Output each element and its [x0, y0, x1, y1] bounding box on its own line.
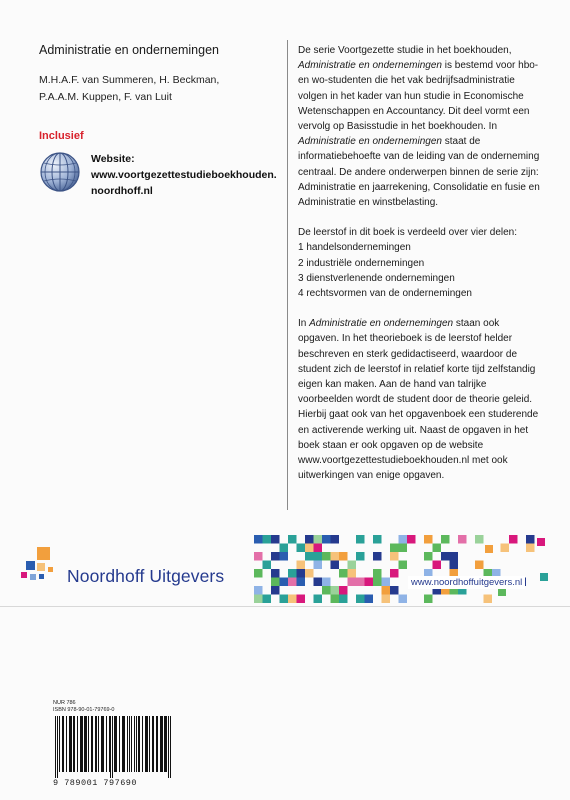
- blurb-text: In: [298, 318, 310, 330]
- mosaic-tile: [475, 561, 484, 570]
- mosaic-tile: [271, 535, 280, 544]
- blurb-text: De serie Voortgezette studie in het boekhouden,: [298, 45, 512, 56]
- brand-mosaic-pattern: [254, 533, 554, 608]
- barcode-bar: [131, 716, 132, 772]
- mosaic-tile: [254, 569, 263, 578]
- mosaic-tile: [339, 595, 348, 604]
- mosaic-tile: [373, 569, 382, 578]
- barcode-bar: [66, 716, 67, 772]
- barcode-bar: [69, 716, 72, 772]
- mosaic-tile: [314, 552, 323, 561]
- mosaic-tile: [399, 561, 408, 570]
- mosaic-tile: [339, 586, 348, 595]
- barcode-bar: [168, 716, 169, 778]
- mosaic-tile: [331, 586, 340, 595]
- book-title: Administratie en ondernemingen: [39, 43, 219, 57]
- mosaic-tile: [331, 552, 340, 561]
- mosaic-tile: [399, 544, 408, 553]
- mosaic-tile: [288, 578, 297, 587]
- isbn-code: ISBN 978-90-01-79769-0: [53, 707, 115, 713]
- barcode-bar: [73, 716, 75, 772]
- website-url-line-2[interactable]: noordhoff.nl: [91, 185, 153, 197]
- mosaic-tile: [280, 578, 289, 587]
- blurb-text: staan ook opgaven. In het theorieboek is de leerstof helder beschreven en sterk gedidactiseerd, waardoor de student zich de leerstof in relatief korte tijd zelfstandig eigen kan maken. Aan de hand van talrijke voorbeelden wordt de student door de theorie geleid. Hierbij gaat ook van het opgavenboek een studerende en activerende werking uit. Naast de opgaven in het boek staan er ook opgaven op de website www.voortgezettestudieboekhouden.nl met ook uitwerkingen van enige opgaven.: [298, 318, 539, 482]
- mosaic-tile: [314, 544, 323, 553]
- barcode-bar: [134, 716, 135, 772]
- blurb-text: staat de informatiebehoefte van de leiding van de onderneming centraal. De andere onderwerpen binnen de serie zijn: Administratie en jaarrekening, Consolidatie en fusie en Administratie en winstbelasting.: [298, 136, 540, 209]
- mosaic-tile: [509, 535, 518, 544]
- mosaic-tile: [339, 552, 348, 561]
- mosaic-tile: [485, 545, 493, 553]
- barcode-bar: [122, 716, 125, 772]
- barcode-digits: 9 789001 797690: [53, 778, 138, 788]
- noordhoff-logo-icon: [21, 547, 61, 587]
- mosaic-tile: [331, 561, 340, 570]
- mosaic-tile: [348, 578, 357, 587]
- mosaic-tile: [537, 538, 545, 546]
- barcode-bar: [156, 716, 158, 772]
- mosaic-tile: [356, 535, 365, 544]
- mosaic-tile: [263, 561, 272, 570]
- mosaic-tile: [280, 544, 289, 553]
- mosaic-tile: [271, 569, 280, 578]
- nur-code: NUR 786: [53, 700, 76, 706]
- barcode-bar: [77, 716, 78, 772]
- mosaic-tile: [271, 586, 280, 595]
- barcode-bar: [84, 716, 87, 772]
- mosaic-tile: [433, 544, 442, 553]
- mosaic-tile: [441, 552, 450, 561]
- blurb-book-title: Administratie en ondernemingen: [309, 318, 454, 330]
- mosaic-tile: [526, 544, 535, 553]
- parts-list-item: 4 rechtsvormen van de ondernemingen: [298, 288, 472, 300]
- barcode-bar: [80, 716, 83, 772]
- mosaic-tile: [441, 535, 450, 544]
- band-divider: [0, 606, 570, 607]
- mosaic-tile: [424, 552, 433, 561]
- mosaic-tile: [331, 595, 340, 604]
- mosaic-tile: [280, 595, 289, 604]
- authors-line-2: P.A.A.M. Kuppen, F. van Luit: [39, 91, 172, 103]
- blurb-paragraph-2: [298, 225, 543, 301]
- mosaic-tile: [382, 595, 391, 604]
- mosaic-tile: [390, 569, 399, 578]
- barcode-bar: [114, 716, 117, 772]
- mosaic-tile: [322, 578, 331, 587]
- website-label: Website:: [91, 153, 135, 165]
- blurb-paragraph-1: [298, 43, 543, 210]
- column-divider: [287, 40, 288, 510]
- mosaic-tile: [450, 561, 459, 570]
- publisher-name: Noordhoff Uitgevers: [67, 566, 225, 586]
- website-url-line-1[interactable]: www.voortgezettestudieboekhouden.: [91, 169, 277, 181]
- mosaic-tile: [540, 573, 548, 581]
- mosaic-tile: [348, 561, 357, 570]
- mosaic-tile: [390, 552, 399, 561]
- mosaic-tile: [314, 578, 323, 587]
- mosaic-tile: [305, 552, 314, 561]
- barcode-bar: [145, 716, 148, 772]
- mosaic-tile: [271, 552, 280, 561]
- barcode-bar: [160, 716, 163, 772]
- mosaic-tile: [407, 535, 416, 544]
- mosaic-tile: [322, 552, 331, 561]
- barcode-bar: [119, 716, 120, 772]
- mosaic-tile: [373, 535, 382, 544]
- barcode-icon: [53, 716, 173, 778]
- mosaic-tile: [288, 569, 297, 578]
- barcode-bar: [55, 716, 56, 778]
- mosaic-tile: [314, 595, 323, 604]
- authors-line-1: M.H.A.F. van Summeren, H. Beckman,: [39, 74, 220, 86]
- barcode-bar: [110, 716, 111, 778]
- mosaic-tile: [526, 535, 535, 544]
- blurb-book-title: Administratie en ondernemingen: [298, 136, 442, 148]
- mosaic-tile: [254, 586, 263, 595]
- mosaic-tile: [365, 578, 374, 587]
- mosaic-tile: [382, 578, 391, 587]
- barcode-bar: [142, 716, 143, 772]
- mosaic-tile: [297, 569, 306, 578]
- publisher-url[interactable]: www.noordhoffuitgevers.nl: [408, 576, 525, 589]
- barcode-bar: [164, 716, 167, 772]
- mosaic-tile: [373, 552, 382, 561]
- mosaic-tile: [263, 535, 272, 544]
- barcode-block: [53, 700, 175, 790]
- blurb-paragraph-3: [298, 316, 543, 483]
- parts-list-item: 2 industriële ondernemingen: [298, 257, 425, 269]
- barcode-bar: [57, 716, 58, 778]
- mosaic-tile: [475, 535, 484, 544]
- blurb-column: [298, 43, 543, 498]
- blurb-book-title: Administratie en ondernemingen: [298, 60, 442, 72]
- mosaic-tile: [390, 544, 399, 553]
- mosaic-tile: [382, 586, 391, 595]
- barcode-bar: [88, 716, 89, 772]
- barcode-bar: [136, 716, 137, 772]
- mosaic-tile: [297, 578, 306, 587]
- barcode-bar: [91, 716, 93, 772]
- mosaic-tile: [458, 535, 467, 544]
- mosaic-tile: [314, 535, 323, 544]
- barcode-bar: [59, 716, 60, 772]
- barcode-bar: [95, 716, 97, 772]
- mosaic-tile: [348, 569, 357, 578]
- mosaic-tile: [399, 535, 408, 544]
- mosaic-tile: [297, 595, 306, 604]
- mosaic-tile: [271, 578, 280, 587]
- left-column: [39, 40, 279, 199]
- mosaic-tile: [297, 561, 306, 570]
- parts-intro: De leerstof in dit boek is verdeeld over vier delen:: [298, 227, 518, 239]
- mosaic-tile: [373, 578, 382, 587]
- mosaic-tile: [433, 561, 442, 570]
- parts-list-item: 3 dienstverlenende ondernemingen: [298, 272, 455, 284]
- barcode-bar: [170, 716, 171, 778]
- barcode-bar: [152, 716, 154, 772]
- barcode-bar: [127, 716, 128, 772]
- mosaic-tile: [424, 535, 433, 544]
- mosaic-tile: [322, 586, 331, 595]
- barcode-bar: [101, 716, 104, 772]
- mosaic-tile: [322, 535, 331, 544]
- barcode-bar: [62, 716, 64, 772]
- barcode-bar: [149, 716, 150, 772]
- mosaic-tile: [365, 595, 374, 604]
- website-text: [91, 151, 277, 199]
- mosaic-tile: [263, 595, 272, 604]
- mosaic-tile: [450, 552, 459, 561]
- barcode-bar: [106, 716, 107, 772]
- mosaic-tile: [288, 595, 297, 604]
- barcode-bar: [138, 716, 140, 772]
- mosaic-tile: [498, 588, 506, 596]
- mosaic-tile: [356, 578, 365, 587]
- blurb-text: is bestemd voor hbo- en wo-studenten die het vak bedrijfsadministratie volgen in het kader van hun studie in Economische Wetenschappen en Accountancy. Dit deel vormt een vervolg op Basisstudie in het boekhouden. In: [298, 60, 539, 133]
- mosaic-tile: [390, 586, 399, 595]
- mosaic-tile: [297, 544, 306, 553]
- website-info: [39, 151, 279, 199]
- mosaic-tile: [305, 569, 314, 578]
- mosaic-tile: [399, 595, 408, 604]
- authors: [39, 72, 279, 106]
- mosaic-tile: [339, 569, 348, 578]
- barcode-bar: [98, 716, 99, 772]
- mosaic-tile: [305, 535, 314, 544]
- mosaic-tile: [331, 535, 340, 544]
- mosaic-tile: [254, 535, 263, 544]
- mosaic-tile: [356, 595, 365, 604]
- globe-icon: [39, 151, 81, 193]
- mosaic-tile: [254, 552, 263, 561]
- mosaic-tile: [356, 552, 365, 561]
- inclusief-label: Inclusief: [39, 130, 84, 142]
- mosaic-tile: [288, 535, 297, 544]
- mosaic-tile: [305, 544, 314, 553]
- mosaic-tile: [254, 595, 263, 604]
- mosaic-tile: [424, 595, 433, 604]
- barcode-bar: [129, 716, 130, 772]
- mosaic-tile: [314, 561, 323, 570]
- parts-list: [298, 240, 543, 301]
- mosaic-tile: [501, 544, 510, 553]
- parts-list-item: 1 handelsondernemingen: [298, 242, 411, 254]
- mosaic-tile: [484, 595, 493, 604]
- barcode-bar: [112, 716, 113, 778]
- mosaic-tile: [280, 552, 289, 561]
